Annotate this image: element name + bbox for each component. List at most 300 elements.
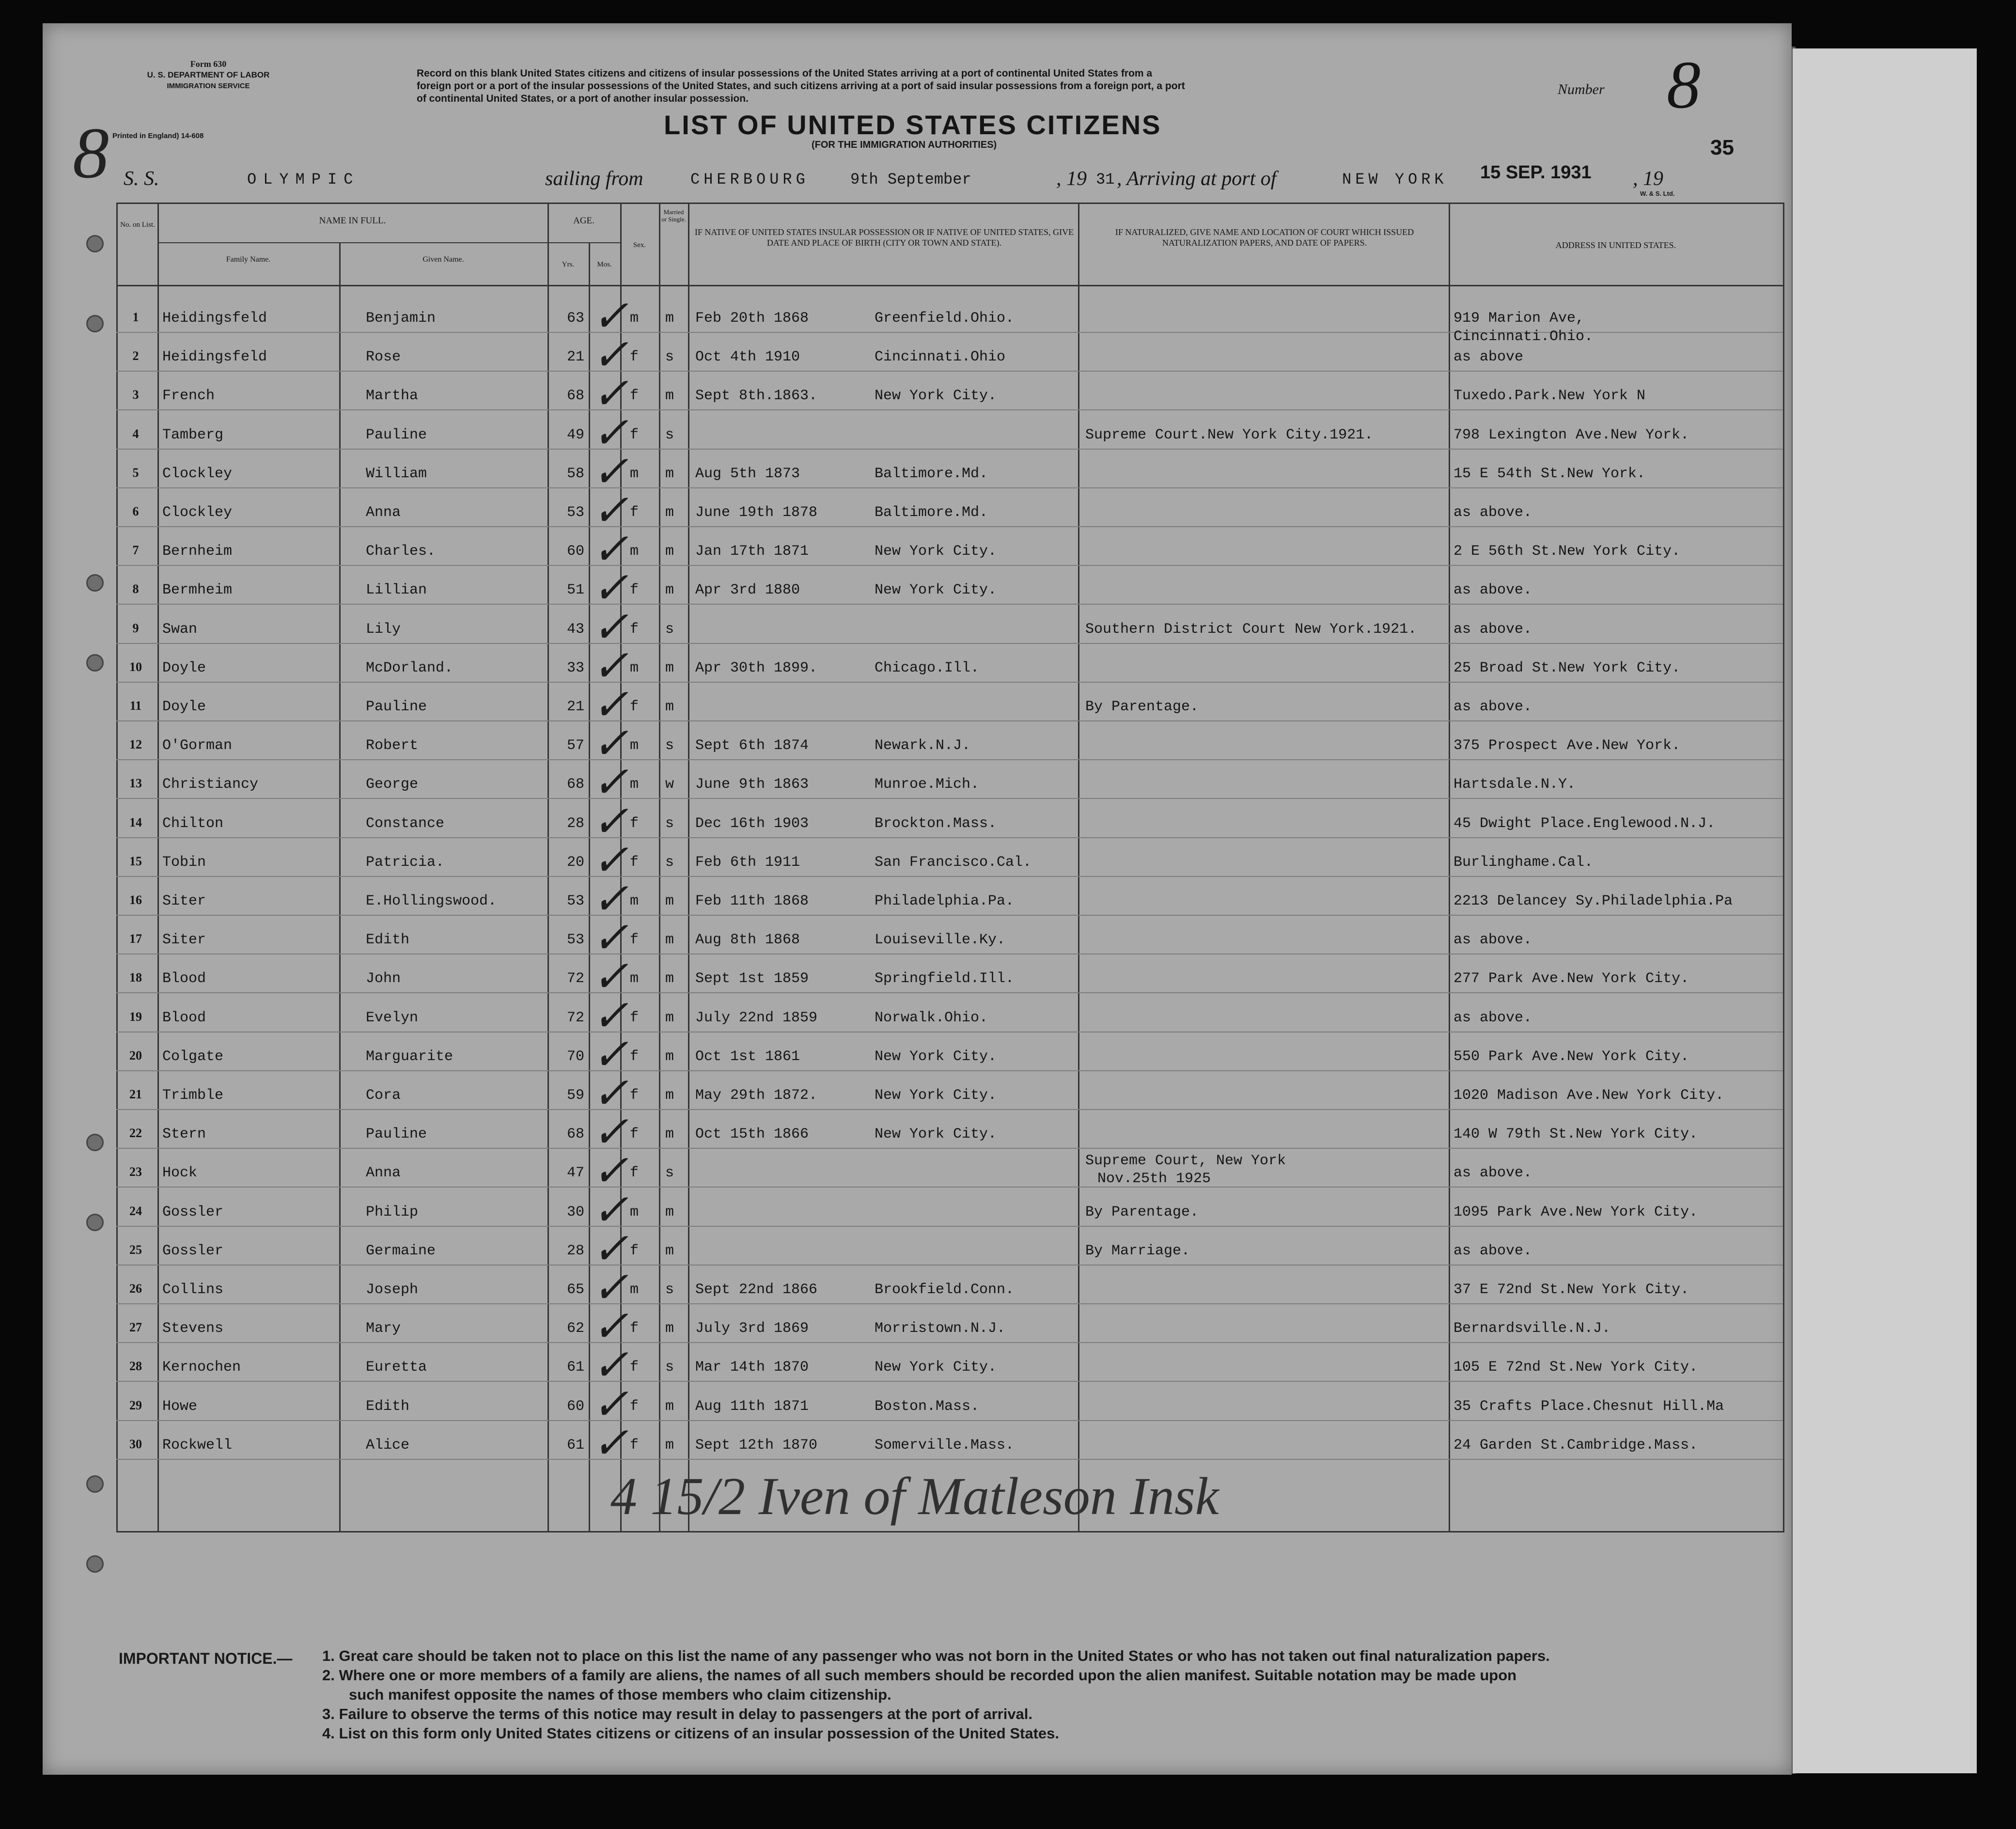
birth-date: Sept 6th 1874 (695, 737, 809, 754)
row-rule (116, 682, 1783, 683)
given-name: Pauline (366, 1126, 427, 1143)
address: Bernardsville.N.J. (1453, 1320, 1611, 1337)
marital-status: m (665, 1048, 674, 1065)
sailing-date: 9th September (850, 171, 971, 188)
age-years: 63 (567, 310, 585, 327)
birth-place: New York City. (875, 388, 997, 405)
given-name: Anna (366, 1165, 401, 1182)
notice-item-2: 2. Where one or more members of a family are aliens, the names of all such members should be recorded upon the alien manifest. Suitable notation may be made upon (322, 1667, 1517, 1684)
sex: f (630, 621, 639, 638)
check-mark-icon: ✓ (592, 331, 629, 380)
ship-name: OLYMPIC (247, 171, 360, 188)
given-name: Constance (366, 815, 445, 832)
check-mark-icon: ✓ (592, 1147, 629, 1196)
marital-status: m (665, 1204, 674, 1220)
given-name: Patricia. (366, 854, 445, 871)
address: 2213 Delancey Sy.Philadelphia.Pa (1453, 893, 1733, 909)
document-subtitle: (FOR THE IMMIGRATION AUTHORITIES) (812, 140, 997, 150)
family-name: Swan (162, 621, 198, 638)
given-name: Anna (366, 504, 401, 521)
age-years: 68 (567, 388, 585, 405)
address: 37 E 72nd St.New York City. (1453, 1282, 1689, 1298)
sex: f (630, 699, 639, 715)
sex: f (630, 1437, 639, 1454)
sex: m (630, 465, 639, 482)
marital-status: m (665, 543, 674, 560)
given-name: McDorland. (366, 659, 453, 676)
number-label: Number (1558, 81, 1605, 97)
family-name: Collins (162, 1282, 224, 1298)
row-number: 14 (129, 815, 142, 829)
birth-date: Aug 5th 1873 (695, 465, 800, 482)
sex: f (630, 1126, 639, 1143)
address: as above. (1453, 621, 1532, 638)
address: Tuxedo.Park.New York N (1453, 388, 1646, 405)
birth-date: Feb 20th 1868 (695, 310, 809, 327)
marital-status: s (665, 1282, 674, 1298)
birth-date: Apr 30th 1899. (695, 659, 818, 676)
naturalization: By Parentage. (1085, 1204, 1199, 1220)
address-line-2: Cincinnati.Ohio. (1453, 328, 1594, 345)
sex: f (630, 504, 639, 521)
check-mark-icon: ✓ (592, 953, 629, 1001)
age-years: 43 (567, 621, 585, 638)
port-to: NEW YORK (1342, 171, 1448, 188)
marital-status: m (665, 504, 674, 521)
printer-mark: W. & S. Ltd. (1640, 190, 1675, 197)
birth-date: Aug 8th 1868 (695, 932, 800, 949)
sex: f (630, 1320, 639, 1337)
given-name: Edith (366, 932, 410, 949)
birth-date: Apr 3rd 1880 (695, 582, 800, 599)
family-name: Stevens (162, 1320, 224, 1337)
birth-date: Feb 11th 1868 (695, 893, 809, 909)
check-mark-icon: ✓ (592, 759, 629, 807)
sex: m (630, 659, 639, 676)
col-header-address: ADDRESS IN UNITED STATES. (1555, 240, 1676, 250)
birth-date: Jan 17th 1871 (695, 543, 809, 560)
row-number: 10 (129, 659, 142, 674)
marital-status: m (665, 1320, 674, 1337)
given-name: George (366, 776, 419, 793)
address: as above. (1453, 1242, 1532, 1259)
row-number: 30 (129, 1437, 142, 1451)
birth-place: Brookfield.Conn. (875, 1282, 1015, 1298)
birth-place: Springfield.Ill. (875, 970, 1015, 987)
port-from: CHERBOURG (690, 171, 809, 188)
record-instruction-1: Record on this blank United States citizens and citizens of insular possessions of the United States arriving at a port of continental United States from a (417, 68, 1153, 79)
family-name: Tobin (162, 854, 206, 871)
birth-date: Oct 1st 1861 (695, 1048, 800, 1065)
row-rule (116, 1187, 1783, 1188)
marital-status: s (665, 1165, 674, 1182)
age-years: 57 (567, 737, 585, 754)
birth-place: Cincinnati.Ohio (875, 349, 1006, 366)
family-name: Stern (162, 1126, 206, 1143)
birth-place: Brockton.Mass. (875, 815, 997, 832)
row-rule (116, 1226, 1783, 1227)
birth-place: Philadelphia.Pa. (875, 893, 1015, 909)
marital-status: s (665, 815, 674, 832)
row-number: 21 (129, 1087, 142, 1101)
row-rule (116, 1459, 1783, 1460)
marital-status: m (665, 1437, 674, 1454)
row-number: 2 (132, 349, 139, 363)
sex: f (630, 349, 639, 366)
birth-place: New York City. (875, 582, 997, 599)
age-years: 33 (567, 659, 585, 676)
sex: f (630, 932, 639, 949)
marital-status: m (665, 970, 674, 987)
sailing-label: sailing from (545, 168, 643, 190)
age-years: 53 (567, 893, 585, 909)
given-name: Martha (366, 388, 419, 405)
given-name: Robert (366, 737, 419, 754)
address: 1020 Madison Ave.New York City. (1453, 1087, 1724, 1104)
family-name: Siter (162, 893, 206, 909)
birth-date: Oct 4th 1910 (695, 349, 800, 366)
check-mark-icon: ✓ (592, 1264, 629, 1312)
check-mark-icon: ✓ (592, 1380, 629, 1429)
check-mark-icon: ✓ (592, 526, 629, 574)
arrival-date-stamp: 15 SEP. 1931 (1480, 162, 1592, 183)
check-mark-icon: ✓ (592, 914, 629, 963)
row-number: 27 (129, 1320, 142, 1335)
sex: f (630, 854, 639, 871)
marital-status: m (665, 893, 674, 909)
family-name: Chilton (162, 815, 224, 832)
address: 550 Park Ave.New York City. (1453, 1048, 1689, 1065)
birth-place: Morristown.N.J. (875, 1320, 1006, 1337)
check-mark-icon: ✓ (592, 1342, 629, 1390)
age-years: 21 (567, 699, 585, 715)
given-name: Mary (366, 1320, 401, 1337)
sailing-year: 31 (1096, 171, 1115, 188)
birth-date: Sept 12th 1870 (695, 1437, 818, 1454)
birth-place: New York City. (875, 1048, 997, 1065)
age-years: 60 (567, 1398, 585, 1415)
table-top-border (116, 203, 1783, 204)
birth-place: New York City. (875, 1359, 997, 1376)
age-years: 65 (567, 1282, 585, 1298)
family-name: Clockley (162, 504, 233, 521)
notice-label: IMPORTANT NOTICE.— (119, 1650, 293, 1667)
col-header-sex: Sex. (633, 241, 646, 249)
family-name: Gossler (162, 1242, 224, 1259)
col-border (1449, 203, 1450, 1532)
birth-place: New York City. (875, 1087, 997, 1104)
col-header-no: No. on List. (120, 221, 155, 229)
address: 45 Dwight Place.Englewood.N.J. (1453, 815, 1716, 832)
given-name: Lily (366, 621, 401, 638)
given-name: John (366, 970, 401, 987)
address: 798 Lexington Ave.New York. (1453, 426, 1689, 443)
check-mark-icon: ✓ (592, 603, 629, 652)
row-number: 17 (129, 932, 142, 946)
family-name: Hock (162, 1165, 198, 1182)
given-name: Edith (366, 1398, 410, 1415)
age-years: 53 (567, 504, 585, 521)
row-number: 1 (132, 310, 139, 324)
list-number: 8 (1667, 47, 1701, 123)
family-name: Heidingsfeld (162, 349, 267, 366)
naturalization: By Marriage. (1085, 1242, 1190, 1259)
birth-date: Oct 15th 1866 (695, 1126, 809, 1143)
given-name: Rose (366, 349, 401, 366)
row-number: 11 (129, 699, 142, 713)
row-rule (116, 1342, 1783, 1343)
row-rule (116, 915, 1783, 916)
check-mark-icon: ✓ (592, 1419, 629, 1468)
naturalization: By Parentage. (1085, 699, 1199, 715)
family-name: Heidingsfeld (162, 310, 267, 327)
address: 24 Garden St.Cambridge.Mass. (1453, 1437, 1698, 1454)
row-number: 9 (132, 621, 139, 635)
check-mark-icon: ✓ (592, 564, 629, 613)
row-rule (116, 992, 1783, 993)
naturalization: Southern District Court New York.1921. (1085, 621, 1417, 638)
col-header-age: AGE. (573, 216, 594, 226)
birth-date: Feb 6th 1911 (695, 854, 800, 871)
address: 1095 Park Ave.New York City. (1453, 1204, 1698, 1220)
binding-hole (86, 1475, 104, 1493)
birth-date: Mar 14th 1870 (695, 1359, 809, 1376)
age-years: 68 (567, 1126, 585, 1143)
notice-item-3: 3. Failure to observe the terms of this notice may result in delay to passengers at the port of arrival. (322, 1705, 1033, 1722)
col-header-mos: Mos. (597, 261, 612, 268)
address: as above. (1453, 504, 1532, 521)
row-number: 20 (129, 1048, 142, 1063)
marital-status: s (665, 1359, 674, 1376)
year-label: , 19 (1056, 168, 1087, 190)
sex: f (630, 815, 639, 832)
address: as above. (1453, 699, 1532, 715)
age-years: 20 (567, 854, 585, 871)
notice-item-4: 4. List on this form only United States citizens or citizens of an insular possession of the United States. (322, 1725, 1059, 1742)
row-number: 24 (129, 1204, 142, 1218)
department-label: U. S. DEPARTMENT OF LABOR (147, 70, 270, 79)
age-years: 60 (567, 543, 585, 560)
check-mark-icon: ✓ (592, 875, 629, 923)
row-number: 22 (129, 1126, 142, 1141)
family-name: Clockley (162, 465, 233, 482)
age-years: 61 (567, 1359, 585, 1376)
row-number: 6 (132, 504, 139, 518)
family-name: Doyle (162, 659, 206, 676)
check-mark-icon: ✓ (592, 642, 629, 690)
family-name: Tamberg (162, 426, 224, 443)
age-years: 62 (567, 1320, 585, 1337)
birth-date: June 9th 1863 (695, 776, 809, 793)
birth-date: Sept 8th.1863. (695, 388, 818, 405)
check-mark-icon: ✓ (592, 1070, 629, 1118)
binding-hole (86, 574, 104, 592)
age-years: 51 (567, 582, 585, 599)
given-name: Charles. (366, 543, 436, 560)
col-header-naturalized: IF NATURALIZED, GIVE NAME AND LOCATION OF COURT WHICH ISSUED NATURALIZATION PAPERS, AND DATE OF PAPERS. (1115, 227, 1414, 248)
age-years: 21 (567, 349, 585, 366)
family-name: Blood (162, 970, 206, 987)
handwritten-annotation: 4 15/2 Iven of Matleson Insk (610, 1467, 1219, 1526)
address: as above. (1453, 1165, 1532, 1182)
age-years: 72 (567, 1009, 585, 1026)
row-number: 12 (129, 737, 142, 752)
birth-date: June 19th 1878 (695, 504, 818, 521)
check-mark-icon: ✓ (592, 487, 629, 535)
check-mark-icon: ✓ (592, 1109, 629, 1157)
address: 15 E 54th St.New York. (1453, 465, 1646, 482)
check-mark-icon: ✓ (592, 797, 629, 846)
ss-label: S. S. (124, 168, 159, 190)
col-border (688, 203, 689, 1532)
row-rule (116, 526, 1783, 527)
address: 2 E 56th St.New York City. (1453, 543, 1681, 560)
given-name: Evelyn (366, 1009, 419, 1026)
age-years: 68 (567, 776, 585, 793)
sex: f (630, 582, 639, 599)
notice-item-1: 1. Great care should be taken not to place on this list the name of any passenger who was not born in the United States or who has not taken out final naturalization papers. (322, 1647, 1550, 1664)
birth-date: Dec 16th 1903 (695, 815, 809, 832)
age-years: 47 (567, 1165, 585, 1182)
birth-place: San Francisco.Cal. (875, 854, 1032, 871)
marital-status: m (665, 1126, 674, 1143)
row-rule (116, 1070, 1783, 1071)
row-number: 25 (129, 1242, 142, 1257)
address: as above. (1453, 1009, 1532, 1026)
birth-place: Munroe.Mich. (875, 776, 980, 793)
sex: f (630, 1165, 639, 1182)
row-number: 8 (132, 582, 139, 596)
row-number: 16 (129, 893, 142, 907)
age-years: 59 (567, 1087, 585, 1104)
col-border (157, 203, 159, 1532)
given-name: Philip (366, 1204, 419, 1220)
birth-place: New York City. (875, 1126, 997, 1143)
birth-date: Sept 1st 1859 (695, 970, 809, 987)
birth-place: Newark.N.J. (875, 737, 971, 754)
family-name: Howe (162, 1398, 198, 1415)
next-page-edge (1793, 48, 1977, 1773)
row-rule (116, 449, 1783, 450)
col-header-given: Given Name. (422, 255, 464, 264)
family-name: Colgate (162, 1048, 224, 1065)
given-name: Joseph (366, 1282, 419, 1298)
marital-status: m (665, 465, 674, 482)
row-rule (116, 837, 1783, 838)
row-rule (116, 1381, 1783, 1382)
sex: f (630, 1087, 639, 1104)
row-rule (116, 643, 1783, 644)
check-mark-icon: ✓ (592, 992, 629, 1040)
check-mark-icon: ✓ (592, 720, 629, 768)
col-header-birth: IF NATIVE OF UNITED STATES INSULAR POSSESSION OR IF NATIVE OF UNITED STATES, GIVE DATE AND PLACE OF BIRTH (CITY OR TOWN AND STATE). (694, 227, 1074, 248)
family-name: French (162, 388, 215, 405)
sex: f (630, 1398, 639, 1415)
row-rule (116, 876, 1783, 877)
marital-status: m (665, 1242, 674, 1259)
sex: f (630, 426, 639, 443)
address: 277 Park Ave.New York City. (1453, 970, 1689, 987)
given-name: Germaine (366, 1242, 436, 1259)
family-name: Siter (162, 932, 206, 949)
row-number: 19 (129, 1009, 142, 1024)
col-border (116, 203, 118, 1532)
binding-hole (86, 654, 104, 672)
row-number: 4 (132, 426, 139, 441)
family-name: Rockwell (162, 1437, 233, 1454)
sex: f (630, 1048, 639, 1065)
birth-date: May 29th 1872. (695, 1087, 818, 1104)
col-border (1078, 203, 1079, 1532)
naturalization-date: Nov.25th 1925 (1097, 1171, 1211, 1188)
row-rule (116, 759, 1783, 760)
marital-status: w (665, 776, 674, 793)
check-mark-icon: ✓ (592, 409, 629, 457)
given-name: William (366, 465, 427, 482)
binding-hole (86, 315, 104, 332)
family-name: Trimble (162, 1087, 224, 1104)
row-rule (116, 1109, 1783, 1110)
col-header-family: Family Name. (226, 255, 271, 264)
row-number: 7 (132, 543, 139, 558)
header-bottom-border (116, 285, 1783, 286)
given-name: Euretta (366, 1359, 427, 1376)
address: Hartsdale.N.Y. (1453, 776, 1576, 793)
service-label: IMMIGRATION SERVICE (167, 82, 250, 90)
marital-status: m (665, 1087, 674, 1104)
arriving-label: , Arriving at port of (1117, 168, 1277, 190)
family-name: Bermheim (162, 582, 233, 599)
row-rule (116, 1420, 1783, 1421)
address: 919 Marion Ave, (1453, 310, 1585, 327)
marital-status: m (665, 659, 674, 676)
birth-place: Norwalk.Ohio. (875, 1009, 988, 1026)
table-bottom-border (116, 1531, 1783, 1532)
marital-status: s (665, 349, 674, 366)
binding-hole (86, 1555, 104, 1573)
row-rule (116, 487, 1783, 488)
check-mark-icon: ✓ (592, 1303, 629, 1351)
sex: m (630, 737, 639, 754)
marital-status: s (665, 621, 674, 638)
check-mark-icon: ✓ (592, 1225, 629, 1273)
row-number: 28 (129, 1359, 142, 1374)
naturalization: Supreme Court.New York City.1921. (1085, 426, 1374, 443)
binding-hole (86, 235, 104, 252)
given-name: Alice (366, 1437, 410, 1454)
family-name: Bernheim (162, 543, 233, 560)
family-name: Kernochen (162, 1359, 241, 1376)
address: 140 W 79th St.New York City. (1453, 1126, 1698, 1143)
address: 35 Crafts Place.Chesnut Hill.Ma (1453, 1398, 1724, 1415)
binding-hole (86, 1134, 104, 1151)
form-number: Form 630 (190, 59, 227, 69)
col-border (589, 242, 590, 1532)
birth-date: July 22nd 1859 (695, 1009, 818, 1026)
check-mark-icon: ✓ (592, 681, 629, 729)
col-border (659, 203, 660, 1532)
row-rule (116, 371, 1783, 372)
address: 105 E 72nd St.New York City. (1453, 1359, 1698, 1376)
given-name: Pauline (366, 426, 427, 443)
birth-place: New York City. (875, 543, 997, 560)
col-header-yrs: Yrs. (562, 261, 575, 268)
marital-status: m (665, 1009, 674, 1026)
family-name: Gossler (162, 1204, 224, 1220)
notice-item-2-cont: such manifest opposite the names of those members who claim citizenship. (349, 1686, 891, 1703)
given-name: Cora (366, 1087, 401, 1104)
row-number: 15 (129, 854, 142, 868)
